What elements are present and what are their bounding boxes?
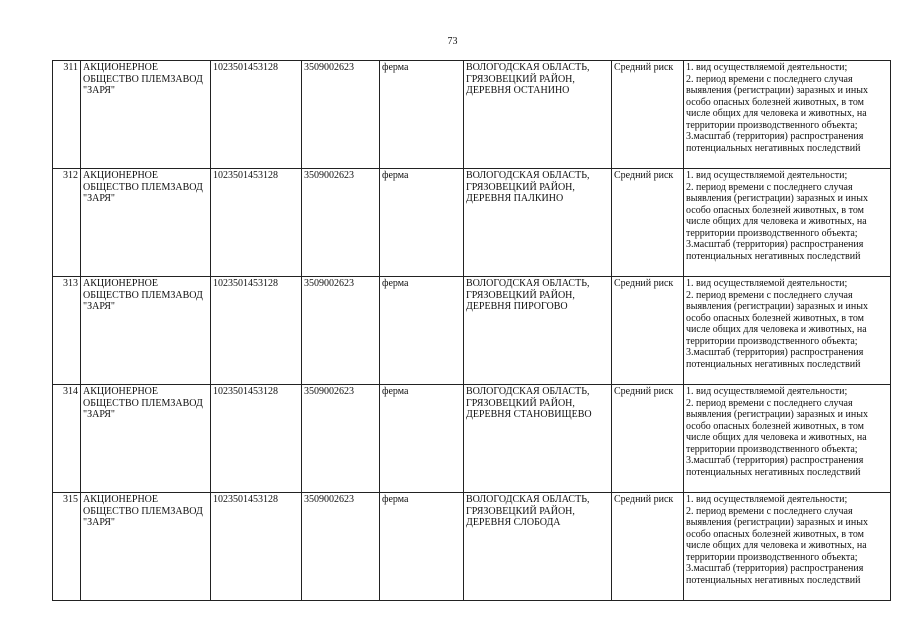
organization-name: АКЦИОНЕРНОЕ ОБЩЕСТВО ПЛЕМЗАВОД "ЗАРЯ" [81,61,211,169]
object-type-cell: ферма [380,277,464,385]
organization-name: АКЦИОНЕРНОЕ ОБЩЕСТВО ПЛЕМЗАВОД "ЗАРЯ" [81,385,211,493]
criteria-item: 3.масштаб (территория) распространения потенциальных негативных последствий [686,563,864,586]
criteria-item: 3.масштаб (территория) распространения потенциальных негативных последствий [686,239,864,262]
inn-cell: 3509002623 [302,385,380,493]
risk-category-cell: Средний риск [612,493,684,601]
risk-criteria-cell [684,169,891,277]
organization-name: АКЦИОНЕРНОЕ ОБЩЕСТВО ПЛЕМЗАВОД "ЗАРЯ" [81,493,211,601]
row-number: 314 [53,385,81,493]
table-row [53,61,891,169]
criteria-item: 2. период времени с последнего случая выявления (регистрации) заразных и иных особо опасных болезней животных, в том числе общих для человека и животных, на территории производственного объекта; [686,505,868,563]
inn-cell: 3509002623 [302,61,380,169]
inn-cell: 3509002623 [302,277,380,385]
ogrn-cell: 1023501453128 [211,385,302,493]
risk-criteria-cell [684,61,891,169]
inn-cell: 3509002623 [302,169,380,277]
criteria-item: 1. вид осуществляемой деятельности; [686,494,848,505]
organization-name: АКЦИОНЕРНОЕ ОБЩЕСТВО ПЛЕМЗАВОД "ЗАРЯ" [81,277,211,385]
address-cell: ВОЛОГОДСКАЯ ОБЛАСТЬ, ГРЯЗОВЕЦКИЙ РАЙОН, ДЕРЕВНЯ ПИРОГОВО [464,277,612,385]
address-cell: ВОЛОГОДСКАЯ ОБЛАСТЬ, ГРЯЗОВЕЦКИЙ РАЙОН, ДЕРЕВНЯ ОСТАНИНО [464,61,612,169]
address-cell: ВОЛОГОДСКАЯ ОБЛАСТЬ, ГРЯЗОВЕЦКИЙ РАЙОН, ДЕРЕВНЯ СЛОБОДА [464,493,612,601]
criteria-item: 3.масштаб (территория) распространения потенциальных негативных последствий [686,131,864,154]
object-type-cell: ферма [380,61,464,169]
risk-category-cell: Средний риск [612,61,684,169]
row-number: 311 [53,61,81,169]
criteria-item: 2. период времени с последнего случая выявления (регистрации) заразных и иных особо опасных болезней животных, в том числе общих для человека и животных, на территории производственного объекта; [686,181,868,239]
table-row [53,385,891,493]
registry-table [52,60,891,601]
risk-criteria-cell [684,385,891,493]
organization-name: АКЦИОНЕРНОЕ ОБЩЕСТВО ПЛЕМЗАВОД "ЗАРЯ" [81,169,211,277]
criteria-item: 2. период времени с последнего случая выявления (регистрации) заразных и иных особо опасных болезней животных, в том числе общих для человека и животных, на территории производственного объекта; [686,73,868,131]
risk-criteria-cell [684,277,891,385]
address-cell: ВОЛОГОДСКАЯ ОБЛАСТЬ, ГРЯЗОВЕЦКИЙ РАЙОН, ДЕРЕВНЯ СТАНОВИЩЕВО [464,385,612,493]
ogrn-cell: 1023501453128 [211,277,302,385]
criteria-item: 3.масштаб (территория) распространения потенциальных негативных последствий [686,347,864,370]
risk-category-cell: Средний риск [612,169,684,277]
criteria-item: 1. вид осуществляемой деятельности; [686,386,848,397]
table-row [53,493,891,601]
page-number: 73 [447,36,458,47]
table-row [53,169,891,277]
ogrn-cell: 1023501453128 [211,61,302,169]
criteria-item: 1. вид осуществляемой деятельности; [686,278,848,289]
criteria-item: 1. вид осуществляемой деятельности; [686,170,848,181]
row-number: 315 [53,493,81,601]
risk-criteria-cell [684,493,891,601]
ogrn-cell: 1023501453128 [211,493,302,601]
ogrn-cell: 1023501453128 [211,169,302,277]
address-cell: ВОЛОГОДСКАЯ ОБЛАСТЬ, ГРЯЗОВЕЦКИЙ РАЙОН, ДЕРЕВНЯ ПАЛКИНО [464,169,612,277]
table-row [53,277,891,385]
criteria-item: 3.масштаб (территория) распространения потенциальных негативных последствий [686,455,864,478]
criteria-item: 2. период времени с последнего случая выявления (регистрации) заразных и иных особо опасных болезней животных, в том числе общих для человека и животных, на территории производственного объекта; [686,289,868,347]
inn-cell: 3509002623 [302,493,380,601]
object-type-cell: ферма [380,493,464,601]
row-number: 313 [53,277,81,385]
registry-body [53,61,891,601]
object-type-cell: ферма [380,385,464,493]
object-type-cell: ферма [380,169,464,277]
risk-category-cell: Средний риск [612,277,684,385]
risk-category-cell: Средний риск [612,385,684,493]
criteria-item: 2. период времени с последнего случая выявления (регистрации) заразных и иных особо опасных болезней животных, в том числе общих для человека и животных, на территории производственного объекта; [686,397,868,455]
criteria-item: 1. вид осуществляемой деятельности; [686,62,848,73]
row-number: 312 [53,169,81,277]
